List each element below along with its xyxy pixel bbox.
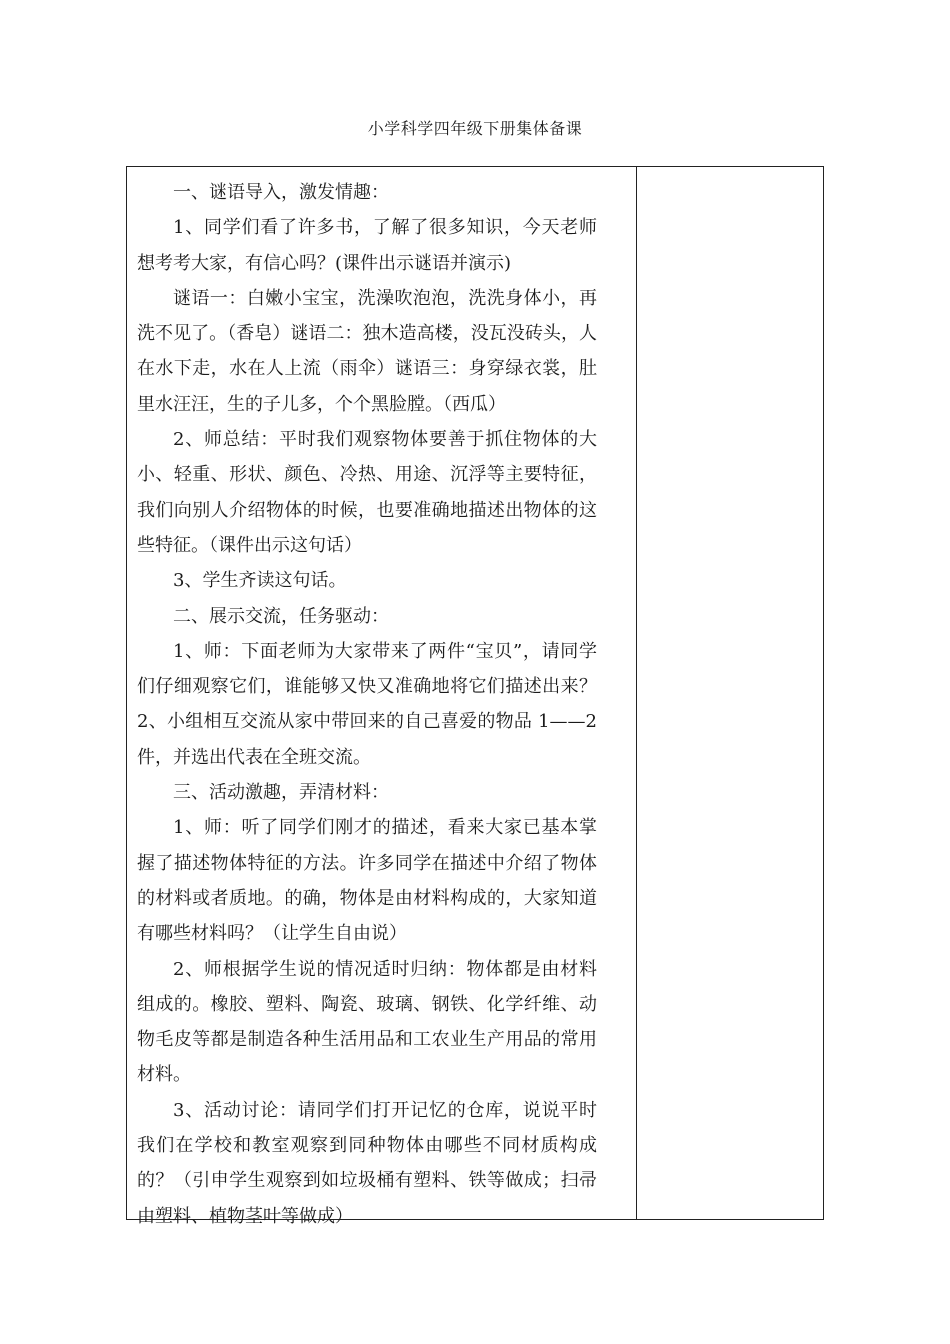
section-heading-activity: 三、活动激趣，弄清材料： [173,782,389,804]
section-heading-riddle-intro: 一、谜语导入，激发情趣： [173,182,389,203]
lesson-content-cell [127,167,637,1227]
lesson-plan-table [126,166,824,1227]
lesson-content [137,175,597,1234]
paragraph: 2、师根据学生说的情况适时归纳：物体都是由材料组成的。橡胶、塑料、陶瓷、玻璃、钢铁、化学纤维、动物毛皮等都是制造各种生活用品和工农业生产用品的常用材料。 [137,958,597,1086]
paragraph: 2、师总结：平时我们观察物体要善于抓住物体的大小、轻重、形状、颜色、冷热、用途、沉浮等主要特征，我们向别人介绍物体的时候，也要准确地描述出物体的这些特征。（课件出示这句话） [137,429,597,556]
paragraph: 1、师：下面老师为大家带来了两件“宝贝”，请同学们仔细观察它们，谁能够又快又准确地将它们描述出来？2、小组相互交流从家中带回来的自己喜爱的物品 1——2 件，并选出代表在全班交流。 [137,640,597,768]
paragraph: 3、学生齐读这句话。 [173,570,347,592]
section-heading-show-exchange: 二、展示交流，任务驱动： [173,605,389,627]
paragraph-riddles: 谜语一：白嫩小宝宝，洗澡吹泡泡，洗洗身体小，再洗不见了。（香皂）谜语二：独木造高楼，没瓦没砖头，人在水下走，水在人上流（雨伞）谜语三：身穿绿衣裳，肚里水汪汪，生的子儿多，个个黑脸膛。（西瓜） [137,287,597,415]
paragraph: 1、师：听了同学们刚才的描述，看来大家已基本掌握了描述物体特征的方法。许多同学在描述中介绍了物体的材料或者质地。的确，物体是由材料构成的，大家知道有哪些材料吗？（让学生自由说） [137,817,597,945]
page-title: 小学科学四年级下册集体备课 [367,119,583,138]
paragraph: 3、活动讨论：请同学们打开记忆的仓库，说说平时我们在学校和教室观察到同种物体由哪些不同材质构成的？（引申学生观察到如垃圾桶有塑料、铁等做成；扫帚由塑料、植物茎叶等做成） [137,1099,597,1227]
notes-cell [637,167,823,1219]
paragraph: 1、同学们看了许多书，了解了很多知识，今天老师想考考大家，有信心吗？(课件出示谜语并演示) [137,217,597,274]
